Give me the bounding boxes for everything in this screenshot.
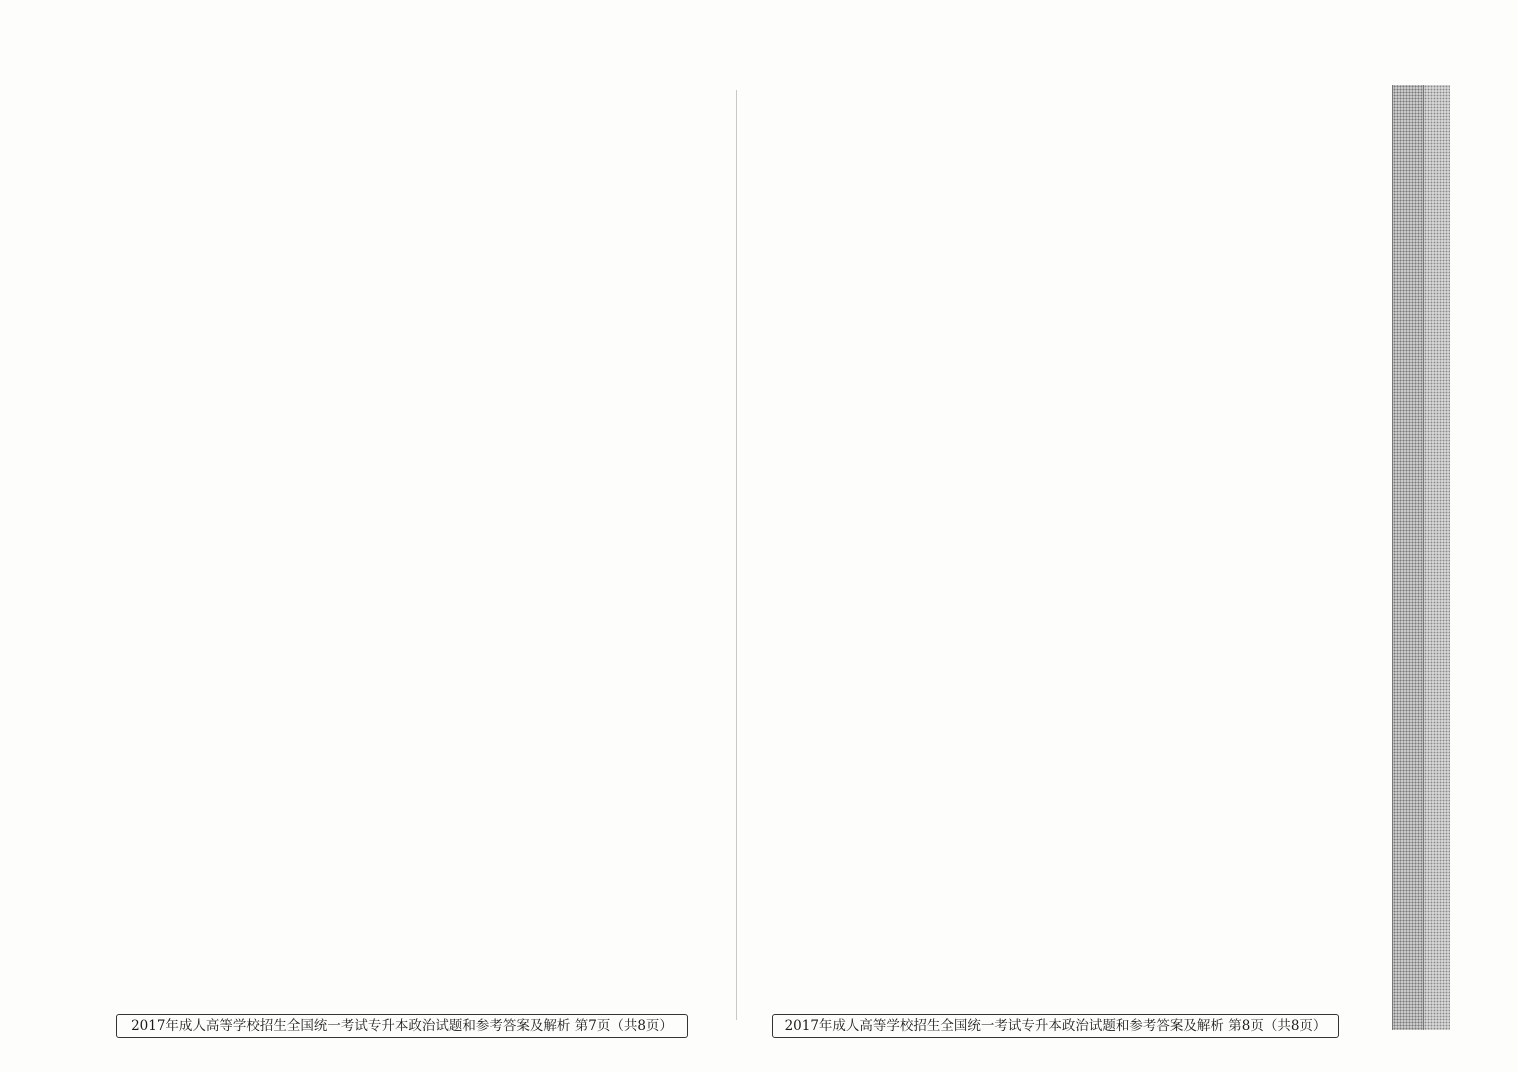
column-3 xyxy=(748,100,1060,1005)
column-4 xyxy=(1072,100,1384,1005)
footer-page-8: 2017年成人高等学校招生全国统一考试专升本政治试题和参考答案及解析 第8页（共8页） xyxy=(772,1014,1339,1038)
binding-strip-outer xyxy=(1424,85,1450,1030)
column-2 xyxy=(420,100,720,1005)
column-1 xyxy=(100,100,405,1005)
page-divider xyxy=(736,90,737,1020)
footer-page-7: 2017年成人高等学校招生全国统一考试专升本政治试题和参考答案及解析 第7页（共8页） xyxy=(116,1014,688,1038)
binding-strip xyxy=(1392,85,1424,1030)
